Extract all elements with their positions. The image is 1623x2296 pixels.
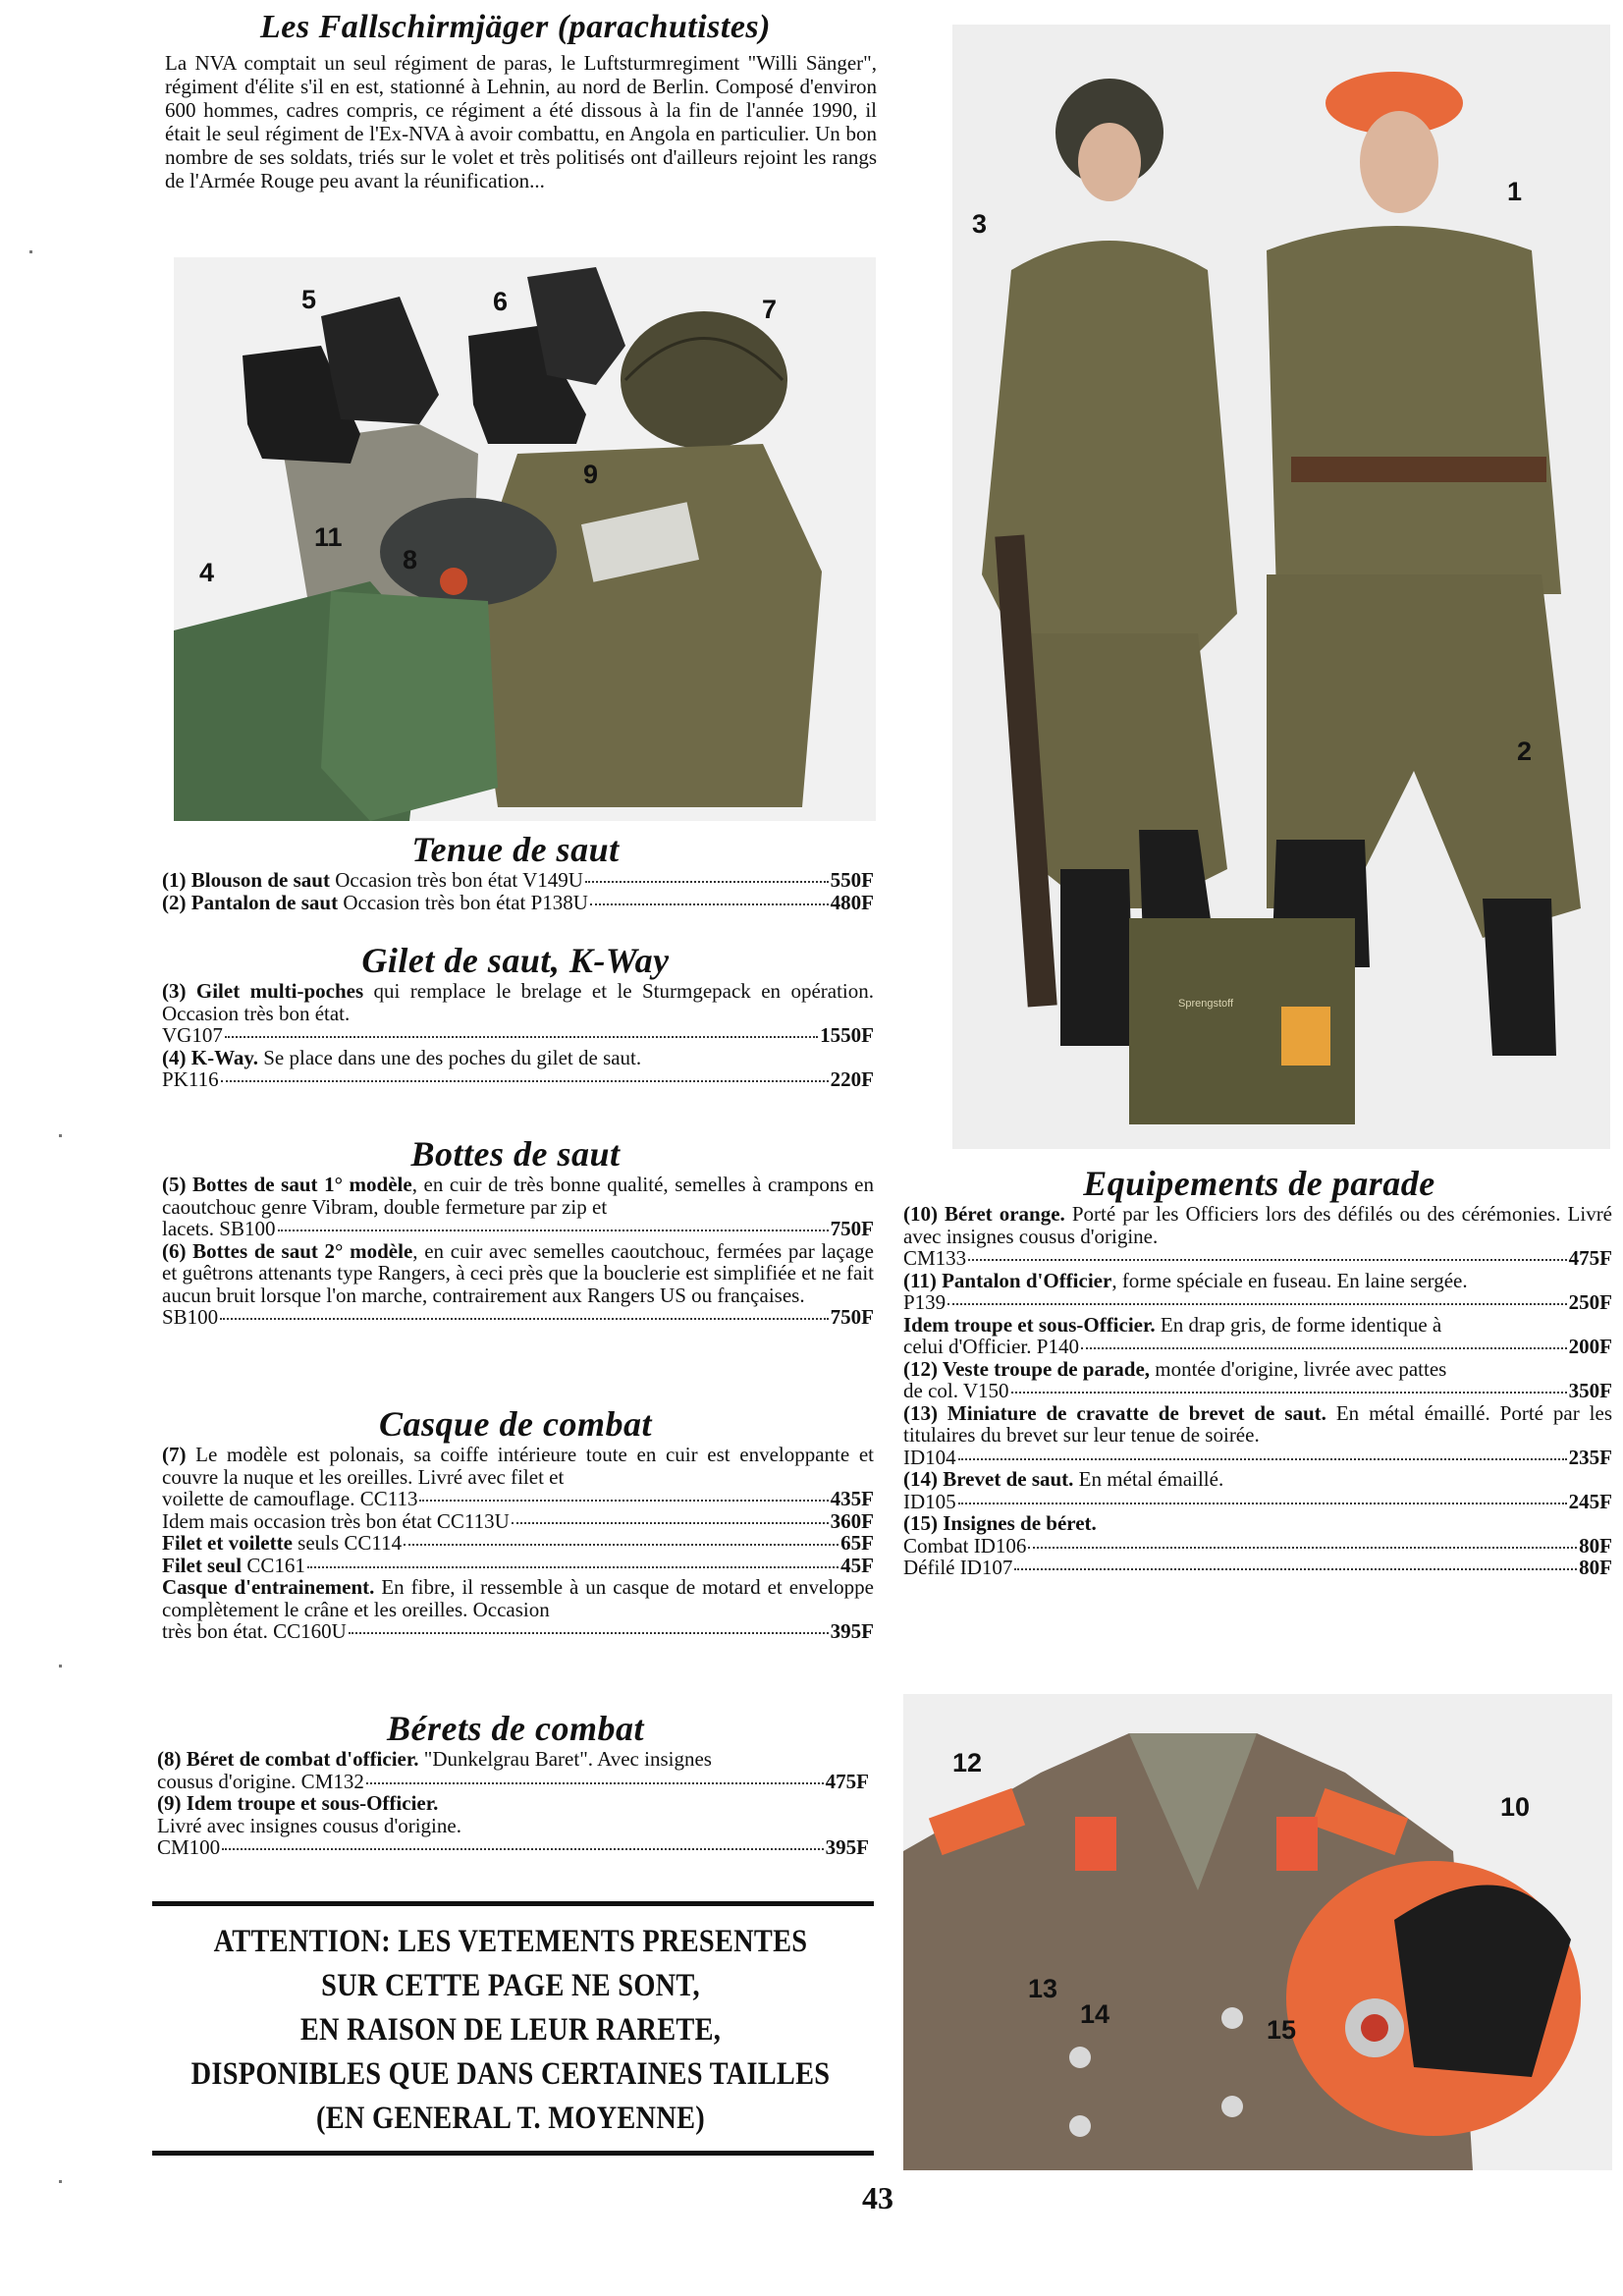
berets-item-8-name: (8) Béret de combat d'officier.	[157, 1747, 419, 1771]
scan-mark	[59, 2180, 62, 2183]
parade-item-14	[903, 1468, 1612, 1491]
parade-item-15-combat-price: 80F	[1579, 1533, 1612, 1558]
casque-item-7-name: (7)	[162, 1443, 187, 1466]
tenue-item-1	[162, 869, 874, 892]
parade-item-15-defile-ref: Défilé ID107	[903, 1556, 1013, 1579]
bottes-item-5-desc: , en cuir de très bonne qualité, semelles à crampons en caoutchouc genre Vibram, double fermeture par zip et	[162, 1173, 874, 1219]
entrainement-ref: très bon état. CC160U	[162, 1619, 347, 1643]
parade-item-12	[903, 1358, 1612, 1381]
label-3: 3	[972, 209, 988, 239]
gilet-item-4-price: 220F	[830, 1067, 874, 1091]
berets-item-8	[157, 1748, 869, 1771]
label-13: 13	[1028, 1974, 1058, 2003]
helmet-shape	[621, 311, 787, 449]
berets-item-9-price: 395F	[825, 1835, 869, 1859]
parade-idem-desc: En drap gris, de forme identique à	[1155, 1312, 1442, 1337]
gilet-item-4	[162, 1047, 874, 1069]
tenue-item-1-name: (1) Blouson de saut	[162, 868, 330, 892]
bottes-item-6-name: (6) Bottes de saut 2° modèle	[162, 1238, 413, 1263]
gilet-item-4-desc: Se place dans une des poches du gilet de saut.	[258, 1045, 642, 1069]
intro-block	[157, 8, 877, 192]
casque-item-7-desc: Le modèle est polonais, sa coiffe intérieure toute en cuir est enveloppante et couvre la nuque et les oreilles. Livré avec filet et	[162, 1443, 874, 1489]
parade-item-14-name: (14) Brevet de saut.	[903, 1467, 1074, 1491]
filet-seul-price: 45F	[840, 1553, 874, 1577]
parade-item-12-desc: montée d'origine, livrée avec pattes	[1150, 1356, 1447, 1381]
tenue-item-2-price: 480F	[830, 890, 874, 914]
gilet-item-4-ref: PK116	[162, 1067, 219, 1091]
bottes-item-6	[162, 1240, 874, 1307]
parade-item-15-combat-ref: Combat ID106	[903, 1533, 1027, 1558]
casque-item-7-price: 435F	[830, 1487, 874, 1510]
label-1: 1	[1507, 177, 1523, 206]
page-number: 43	[862, 2180, 893, 2215]
section-berets	[157, 1709, 874, 1859]
label-14: 14	[1080, 1999, 1110, 2029]
parade-item-11	[903, 1270, 1612, 1292]
parade-item-14-price-line	[903, 1491, 1612, 1513]
parade-item-15-combat-line	[903, 1535, 1612, 1558]
label-4: 4	[199, 558, 215, 587]
parade-item-15-defile-price: 80F	[1579, 1556, 1612, 1579]
tenue-item-1-desc: Occasion très bon état V149U	[329, 868, 583, 892]
casque-entrainement	[162, 1576, 874, 1620]
parade-illustration	[903, 1694, 1612, 2170]
gilet-item-3-desc: qui remplace le brelage et le Sturmgepack en opération. Occasion très bon état.	[162, 979, 874, 1025]
casque-item-7-ref: voilette de camouflage. CC113	[162, 1487, 418, 1510]
parade-item-15-name: (15) Insignes de béret.	[903, 1511, 1097, 1535]
bottes-title: Bottes de saut	[410, 1134, 621, 1174]
parade-item-14-ref: ID105	[903, 1489, 956, 1513]
entrainement-price: 395F	[830, 1619, 874, 1643]
berets-item-8-ref: cousus d'origine. CM132	[157, 1769, 364, 1793]
parade-item-10	[903, 1203, 1612, 1247]
parade-item-13-ref: ID104	[903, 1445, 956, 1469]
section-casque	[157, 1404, 874, 1643]
bottes-item-6-price: 750F	[830, 1305, 874, 1329]
parade-item-12-ref: de col. V150	[903, 1379, 1009, 1402]
bottes-item-6-price-line	[162, 1306, 874, 1329]
section-tenue	[157, 830, 874, 913]
scan-mark	[59, 1665, 62, 1667]
gilet-item-3-ref: VG107	[162, 1023, 223, 1047]
section-bottes	[157, 1134, 874, 1329]
tenue-title: Tenue de saut	[411, 830, 620, 869]
vest-shape	[468, 444, 822, 807]
berets-item-9-name: (9) Idem troupe et sous-Officier.	[157, 1791, 439, 1815]
parade-item-12-price-line	[903, 1380, 1612, 1402]
parade-item-11-price-line	[903, 1291, 1612, 1314]
bottes-item-5-ref: lacets. SB100	[162, 1217, 276, 1240]
label-11: 11	[314, 522, 343, 552]
parade-item-15-defile-line	[903, 1557, 1612, 1579]
parade-item-11-desc: , forme spéciale en fuseau. En laine sergée.	[1111, 1268, 1468, 1292]
label-6: 6	[493, 287, 509, 316]
parade-item-11-name: (11) Pantalon d'Officier	[903, 1268, 1112, 1292]
equipment-photo	[174, 257, 876, 821]
casque-idem-text: Idem mais occasion très bon état CC113U	[162, 1508, 510, 1533]
section-gilet	[157, 941, 874, 1091]
scan-mark	[29, 250, 32, 253]
intro-title-main: Les Fallschirmjäger	[260, 9, 549, 45]
parade-item-11-ref: P139	[903, 1290, 947, 1314]
filet-voilette-name: Filet et voilette	[162, 1531, 293, 1555]
filet-voilette-ref: seuls CC114	[292, 1531, 403, 1555]
gilet-item-4-price-line	[162, 1068, 874, 1091]
casque-item-7-price-line	[162, 1488, 874, 1510]
gilet-item-3-price-line	[162, 1024, 874, 1047]
tenue-item-2-name: (2) Pantalon de saut	[162, 890, 339, 914]
gilet-title: Gilet de saut, K-Way	[361, 941, 670, 980]
parade-item-10-price-line	[903, 1247, 1612, 1270]
bottes-item-6-desc: , en cuir avec semelles caoutchouc, fermées par laçage et guêtrons attenants type Rangers, à ceci près que la bouclerie est simplifiée et ne fait aucun bruit lorsque l'on marche, contrairement aux Rangers US ou françaises.	[162, 1238, 874, 1307]
attention-rule-top	[152, 1901, 874, 1906]
intro-text: La NVA comptait un seul régiment de paras, le Luftsturmregiment "Willi Sänger", régiment d'élite s'il en est, stationné à Lehnin, au nord de Berlin. Composé d'environ 600 hommes, cadres compris, ce régiment a été dissous à la fin de l'année 1990, il était le seul régiment de l'Ex-NVA à avoir combattu, en Angola en particulier. Un bon nombre de ses soldats, triés sur le volet et très politisés ont d'ailleurs rejoint les rangs de l'Armée Rouge peu avant la réunification...	[165, 51, 877, 192]
attention-line-3: EN RAISON DE LEUR RARETE,	[299, 2012, 722, 2048]
tenue-item-2	[162, 892, 874, 914]
parade-item-12-price: 350F	[1568, 1379, 1612, 1402]
berets-item-8-price: 475F	[825, 1769, 869, 1793]
label-15: 15	[1267, 2015, 1297, 2045]
attention-line-2: SUR CETTE PAGE NE SONT,	[321, 1968, 700, 2003]
filet-voilette-price: 65F	[840, 1531, 874, 1555]
parade-title: Equipements de parade	[1083, 1164, 1435, 1203]
label-7: 7	[762, 295, 778, 324]
parade-idem	[903, 1314, 1612, 1337]
attention-notice	[173, 1920, 848, 2141]
parade-item-10-ref: CM133	[903, 1246, 967, 1270]
gilet-item-3	[162, 980, 874, 1024]
parade-item-10-desc: Porté par les Officiers lors des défilés ou des cérémonies. Livré avec insignes cousus d'origine.	[903, 1202, 1613, 1248]
intro-title	[157, 8, 874, 47]
berets-item-9-desc: Livré avec insignes cousus d'origine.	[157, 1813, 461, 1837]
parade-item-14-price: 245F	[1568, 1489, 1612, 1513]
label-10: 10	[1500, 1792, 1531, 1822]
berets-item-9-ref: CM100	[157, 1835, 221, 1859]
equipment-illustration	[174, 257, 876, 821]
parade-photo	[903, 1694, 1612, 2170]
casque-idem-line	[162, 1510, 874, 1533]
parade-idem-name: Idem troupe et sous-Officier.	[903, 1312, 1156, 1337]
parade-idem-price: 200F	[1568, 1335, 1612, 1358]
entrainement-desc: En fibre, il ressemble à un casque de motard et enveloppe complètement le crâne et les oreilles. Occasion	[162, 1575, 874, 1621]
parade-item-13	[903, 1402, 1612, 1447]
parade-item-10-price: 475F	[1568, 1246, 1612, 1270]
casque-idem-price: 360F	[830, 1508, 874, 1533]
berets-item-8-desc: "Dunkelgrau Baret". Avec insignes	[418, 1747, 712, 1771]
bottes-item-5-name: (5) Bottes de saut 1° modèle	[162, 1173, 412, 1196]
intro-title-paren: (parachutistes)	[557, 9, 771, 45]
bottes-item-5-price: 750F	[830, 1217, 874, 1240]
bottes-item-6-ref: SB100	[162, 1305, 219, 1329]
scan-mark	[59, 1134, 62, 1137]
gilet-item-3-name: (3) Gilet multi-poches	[162, 979, 364, 1003]
casque-filet-seul-line	[162, 1555, 874, 1577]
berets-title: Bérets de combat	[387, 1709, 644, 1748]
berets-item-9	[157, 1792, 869, 1815]
bottes-item-5	[162, 1174, 874, 1218]
ammo-box-text: Sprengstoff	[1178, 998, 1234, 1010]
gilet-item-4-name: (4) K-Way.	[162, 1045, 258, 1069]
parade-item-15	[903, 1512, 1612, 1535]
label-5: 5	[301, 285, 317, 314]
attention-line-4: DISPONIBLES QUE DANS CERTAINES TAILLES	[190, 2056, 831, 2092]
casque-item-7	[162, 1444, 874, 1488]
casque-entrainement-price-line	[162, 1620, 874, 1643]
parade-item-10-name: (10) Béret orange.	[903, 1202, 1065, 1226]
parade-item-12-name: (12) Veste troupe de parade,	[903, 1356, 1151, 1381]
parade-item-13-price-line	[903, 1447, 1612, 1469]
bottes-item-5-price-line	[162, 1218, 874, 1240]
section-parade	[903, 1164, 1615, 1579]
parade-item-14-desc: En métal émaillé.	[1073, 1467, 1224, 1491]
gilet-item-3-price: 1550F	[820, 1023, 874, 1047]
tenue-item-1-price: 550F	[830, 868, 874, 892]
attention-line-5: (EN GENERAL T. MOYENNE)	[316, 2101, 705, 2136]
filet-seul-name: Filet seul	[162, 1553, 243, 1577]
berets-item-9-price-line	[157, 1836, 869, 1859]
entrainement-name: Casque d'entrainement.	[162, 1575, 375, 1599]
filet-seul-ref: CC161	[242, 1553, 305, 1577]
label-8: 8	[403, 545, 418, 574]
label-9: 9	[583, 460, 599, 489]
parade-idem-price-line	[903, 1336, 1612, 1358]
attention-rule-bottom	[152, 2151, 874, 2156]
tenue-item-2-desc: Occasion très bon état P138U	[338, 890, 588, 914]
label-2: 2	[1517, 737, 1533, 766]
parade-item-13-price: 235F	[1568, 1445, 1612, 1469]
parade-idem-ref: celui d'Officier. P140	[903, 1335, 1079, 1358]
parade-item-11-price: 250F	[1568, 1290, 1612, 1314]
casque-title: Casque de combat	[379, 1404, 652, 1444]
parade-item-13-desc: En métal émaillé. Porté par les titulaires du brevet sur leur tenue de soirée.	[903, 1400, 1613, 1447]
attention-line-1: ATTENTION: LES VETEMENTS PRESENTES	[213, 1924, 808, 1959]
berets-item-8-price-line	[157, 1771, 869, 1793]
parade-item-13-name: (13) Miniature de cravatte de brevet de saut.	[903, 1400, 1326, 1425]
jacket-soldier-1	[1267, 226, 1561, 594]
label-12: 12	[952, 1748, 983, 1777]
casque-filet-voilette-line	[162, 1532, 874, 1555]
